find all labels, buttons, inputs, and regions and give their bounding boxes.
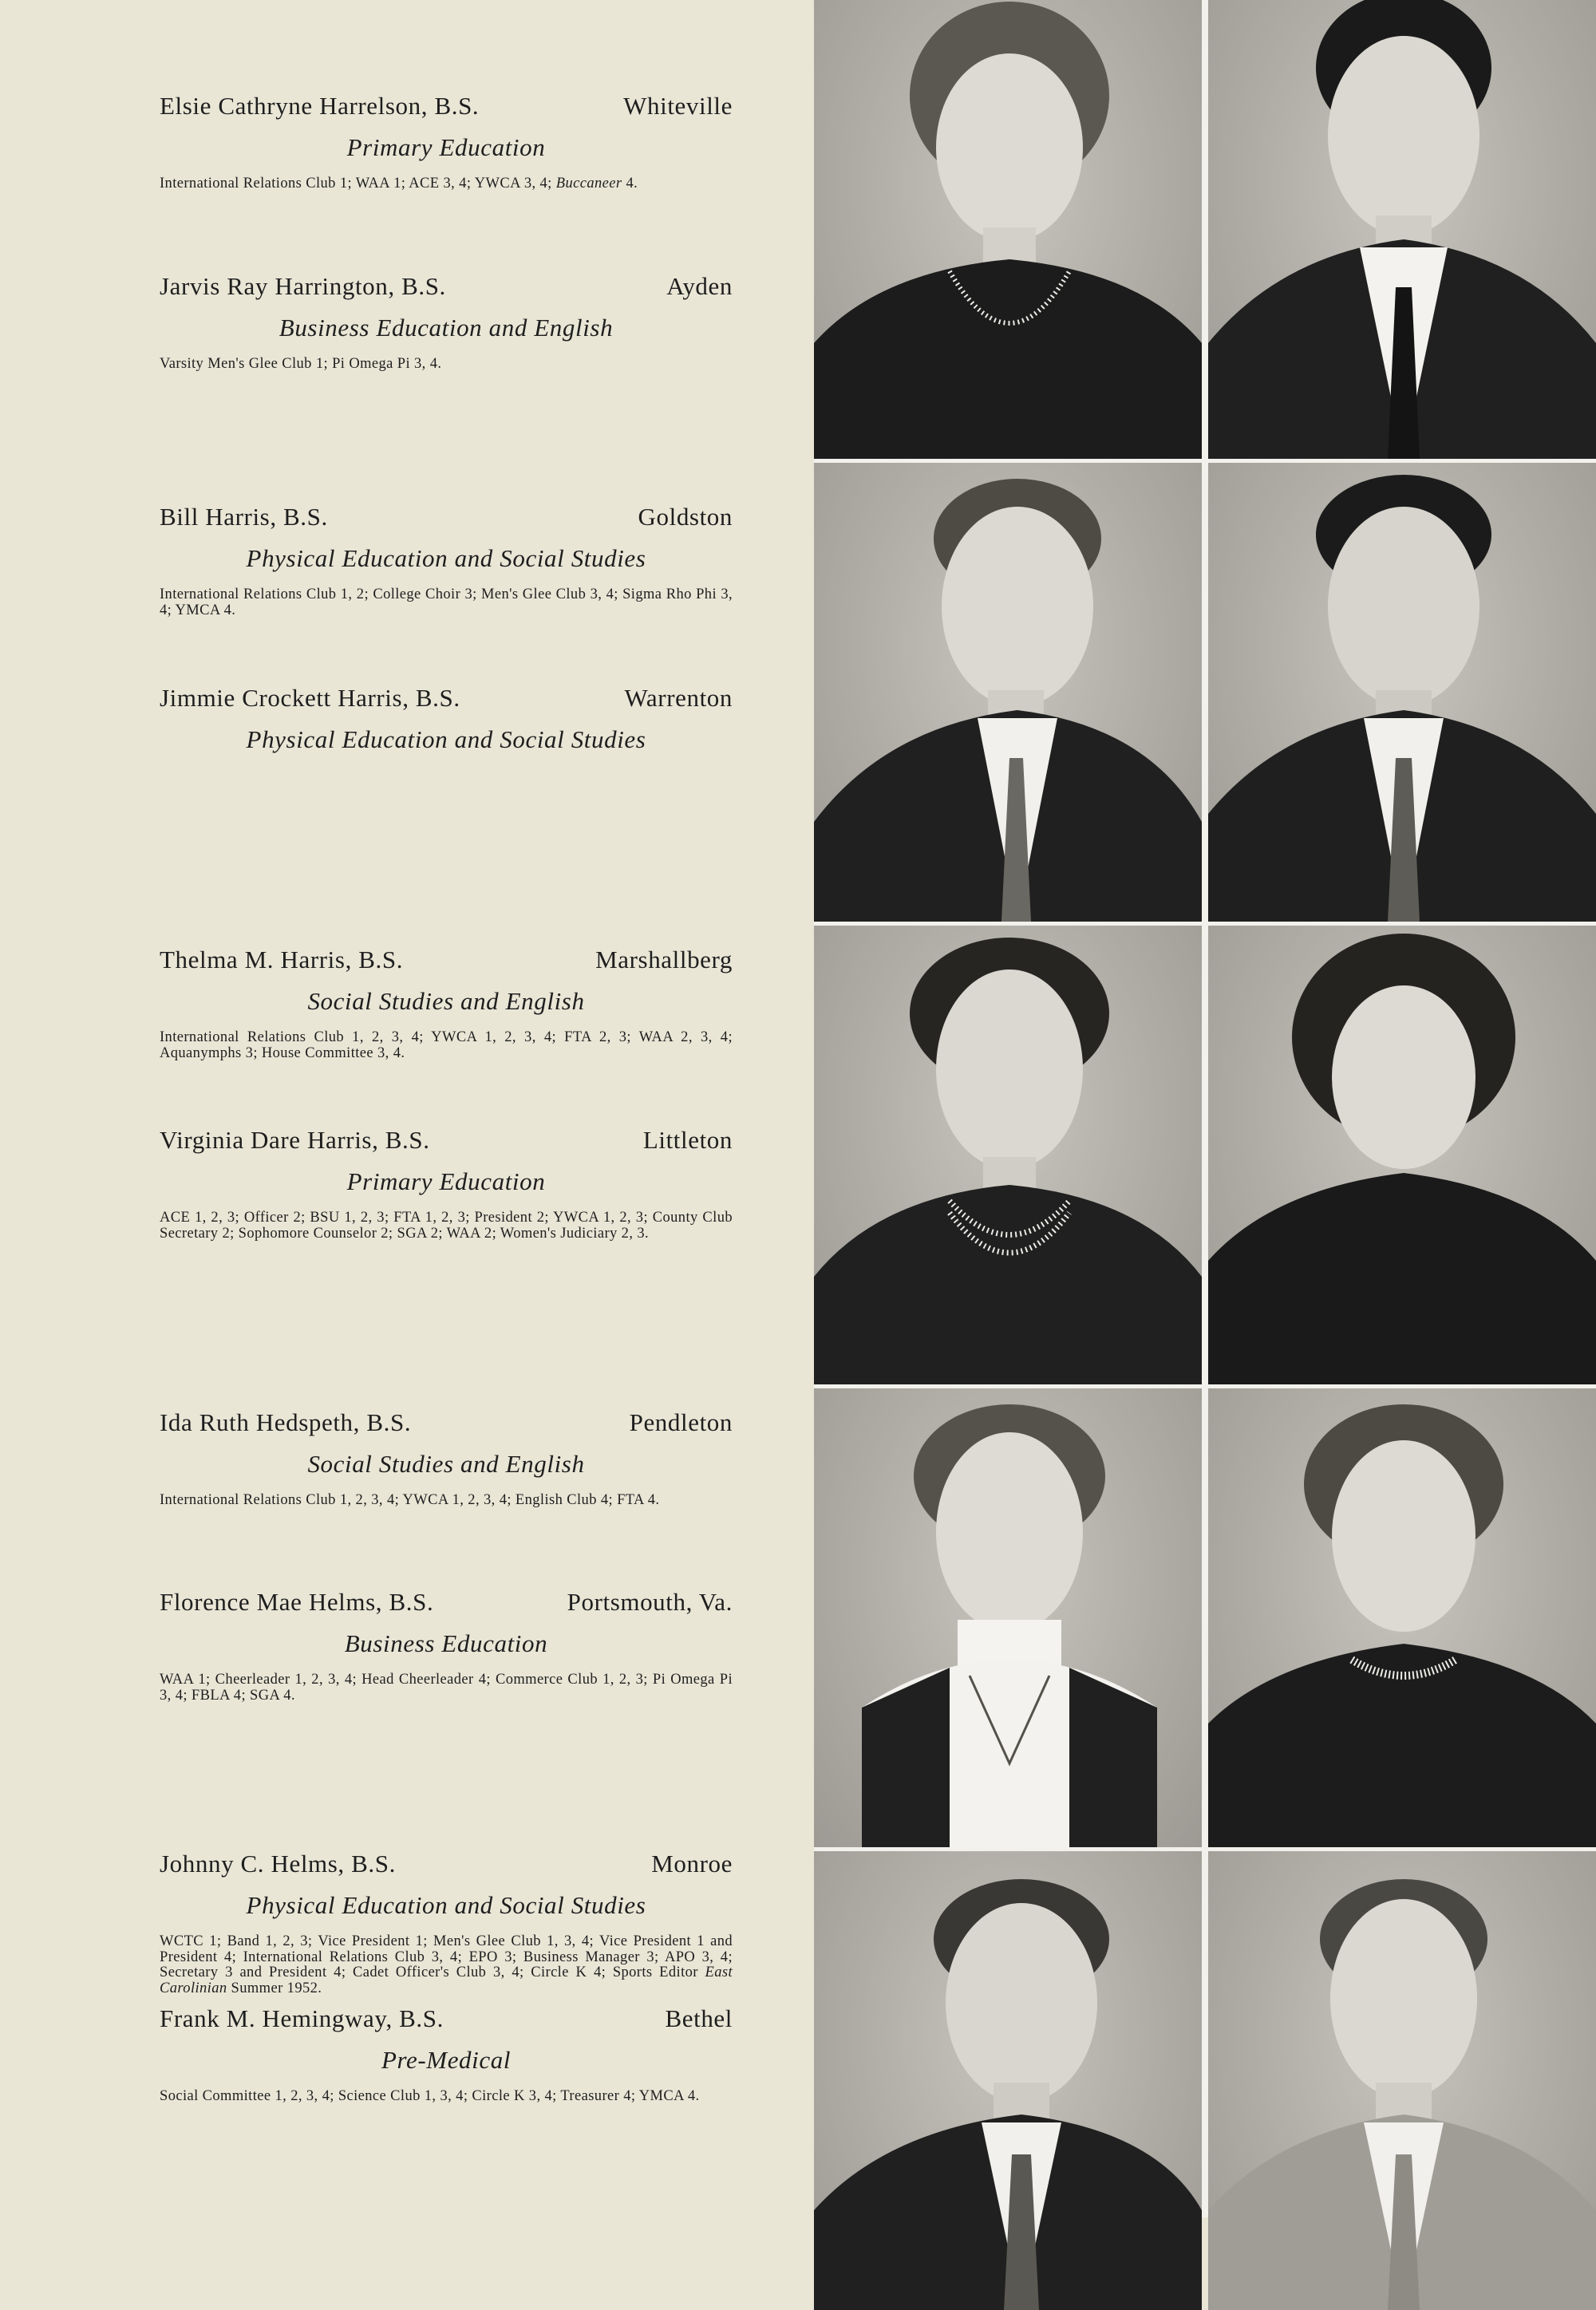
senior-activities: ACE 1, 2, 3; Officer 2; BSU 1, 2, 3; FTA 1, 2, 3; President 2; YWCA 1, 2, 3; County Club Secretary 2; Sophomore Counselor 2; SGA 2; WAA 2; Women's Judiciary 2, 3. (160, 1210, 733, 1242)
activities-tail-text: Summer 1952. (227, 1980, 322, 1996)
senior-hometown: Warrenton (624, 684, 733, 712)
senior-text-column (0, 0, 814, 2217)
senior-hometown: Littleton (642, 1126, 733, 1154)
senior-major: Physical Education and Social Studies (246, 544, 646, 572)
senior-name: Johnny C. Helms, B.S. (160, 1850, 396, 1878)
senior-entry (160, 1848, 733, 1996)
senior-name: Florence Mae Helms, B.S. (160, 1588, 434, 1616)
senior-name: Jimmie Crockett Harris, B.S. (160, 684, 460, 712)
senior-entry (160, 270, 733, 373)
name-line (160, 501, 733, 533)
senior-major: Physical Education and Social Studies (246, 1891, 646, 1919)
senior-hometown: Whiteville (623, 92, 733, 120)
name-line (160, 270, 733, 302)
portrait-grid (814, 0, 1596, 2217)
senior-activities: WAA 1; Cheerleader 1, 2, 3, 4; Head Cheerleader 4; Commerce Club 1, 2, 3; Pi Omega Pi 3, 4; FBLA 4; SGA 4. (160, 1672, 733, 1704)
senior-major: Business Education and English (279, 314, 614, 342)
portrait-photo (814, 926, 1202, 1384)
senior-major: Social Studies and English (307, 987, 585, 1015)
senior-major: Primary Education (346, 1167, 546, 1195)
name-line (160, 1124, 733, 1156)
senior-activities (160, 176, 733, 192)
senior-major: Business Education (344, 1629, 548, 1657)
name-line (160, 1848, 733, 1880)
senior-hometown: Monroe (651, 1850, 733, 1878)
name-line (160, 1586, 733, 1618)
senior-entry (160, 1124, 733, 1242)
name-line (160, 2003, 733, 2035)
portrait-photo (1208, 926, 1596, 1384)
senior-name: Elsie Cathryne Harrelson, B.S. (160, 92, 480, 120)
senior-entry (160, 2003, 733, 2105)
portrait-photo (1208, 0, 1596, 459)
portrait-photo (814, 463, 1202, 922)
portrait-photo (814, 1388, 1202, 1847)
senior-activities (160, 1934, 733, 1996)
senior-hometown: Ayden (666, 272, 733, 300)
senior-name: Ida Ruth Hedspeth, B.S. (160, 1408, 412, 1436)
activities-text: International Relations Club 1; WAA 1; ACE 3, 4; YWCA 3, 4; (160, 176, 556, 192)
senior-entry (160, 944, 733, 1061)
senior-activities: International Relations Club 1, 2, 3, 4; YWCA 1, 2, 3, 4; English Club 4; FTA 4. (160, 1492, 660, 1508)
name-line (160, 682, 733, 714)
senior-entry (160, 90, 733, 192)
senior-name: Bill Harris, B.S. (160, 503, 328, 531)
senior-name: Thelma M. Harris, B.S. (160, 946, 404, 973)
portrait-photo (1208, 463, 1596, 922)
senior-activities: Varsity Men's Glee Club 1; Pi Omega Pi 3, 4. (160, 356, 442, 372)
activities-italic-text: East Carolinian (160, 1964, 733, 1996)
portrait-photo (1208, 1388, 1596, 1847)
senior-hometown: Bethel (665, 2004, 733, 2032)
portrait-photo (814, 1851, 1202, 2310)
senior-name: Jarvis Ray Harrington, B.S. (160, 272, 446, 300)
senior-hometown: Portsmouth, Va. (567, 1588, 733, 1616)
name-line (160, 90, 733, 122)
senior-major: Primary Education (346, 133, 546, 161)
senior-activities: International Relations Club 1, 2; College Choir 3; Men's Glee Club 3, 4; Sigma Rho Phi 3, 4; YMCA 4. (160, 586, 733, 618)
senior-major: Social Studies and English (307, 1450, 585, 1478)
activities-tail-text: 4. (622, 176, 638, 192)
senior-hometown: Marshallberg (595, 946, 733, 973)
senior-entry (160, 1586, 733, 1704)
senior-entry (160, 1407, 733, 1509)
senior-entry (160, 501, 733, 618)
senior-hometown: Pendleton (629, 1408, 733, 1436)
senior-major: Physical Education and Social Studies (246, 725, 646, 753)
portrait-photo (1208, 1851, 1596, 2310)
senior-hometown: Goldston (638, 503, 733, 531)
name-line (160, 1407, 733, 1439)
senior-name: Virginia Dare Harris, B.S. (160, 1126, 430, 1154)
senior-activities: International Relations Club 1, 2, 3, 4; YWCA 1, 2, 3, 4; FTA 2, 3; WAA 2, 3, 4; Aquanymphs 3; House Committee 3, 4. (160, 1029, 733, 1061)
senior-name: Frank M. Hemingway, B.S. (160, 2004, 444, 2032)
activities-text: WCTC 1; Band 1, 2, 3; Vice President 1; Men's Glee Club 1, 3, 4; Vice President 1 and President 4; International Relations Club 3, 4; EPO 3; Business Manager 3; APO 3, 4; Secretary 3 and President 4; Cadet Officer's Club 3, 4; Circle K 4; Sports Editor (160, 1933, 733, 1980)
senior-entry (160, 682, 733, 756)
portrait-photo (814, 0, 1202, 459)
senior-activities: Social Committee 1, 2, 3, 4; Science Club 1, 3, 4; Circle K 3, 4; Treasurer 4; YMCA 4. (160, 2088, 700, 2104)
name-line (160, 944, 733, 976)
senior-major: Pre-Medical (381, 2046, 512, 2074)
activities-italic-text: Buccaneer (555, 176, 622, 192)
